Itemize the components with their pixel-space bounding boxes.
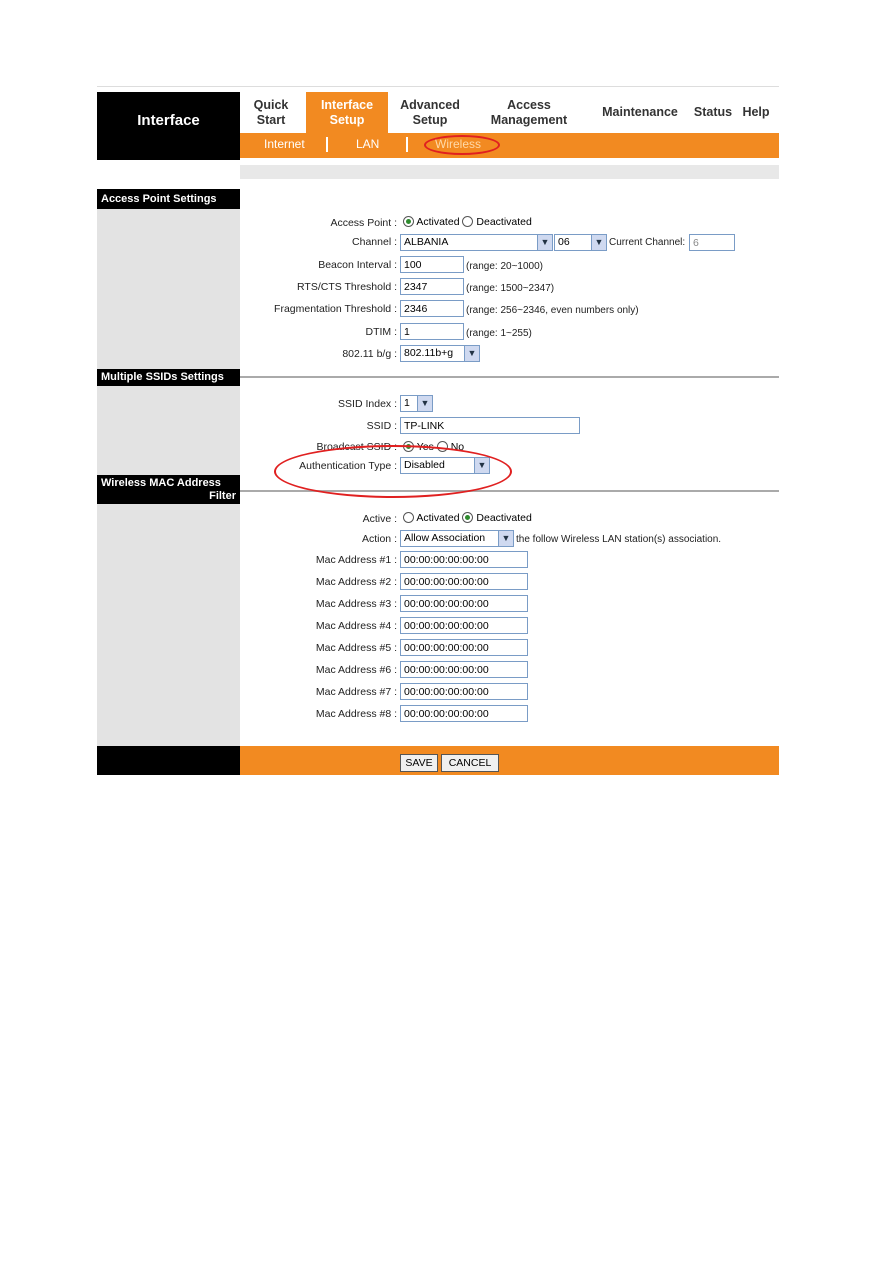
- mac-address-label: Mac Address #3 :: [315, 598, 397, 610]
- nav-label: Setup: [329, 113, 365, 127]
- footer-bar: [240, 746, 779, 775]
- mac-address-input[interactable]: 00:00:00:00:00:00: [400, 683, 528, 700]
- brand-label: Interface: [137, 112, 200, 129]
- fragmentation-threshold-label: Fragmentation Threshold :: [274, 303, 397, 315]
- rts-threshold-input[interactable]: 2347: [400, 278, 464, 295]
- mac-address-input[interactable]: 00:00:00:00:00:00: [400, 617, 528, 634]
- highlight-oval: [274, 445, 512, 498]
- select-value: ALBANIA: [404, 236, 449, 248]
- nav-label: Interface: [320, 98, 374, 112]
- mac-address-label: Mac Address #4 :: [315, 620, 397, 632]
- radio-activated[interactable]: [403, 512, 414, 523]
- radio-label: Activated: [416, 216, 460, 228]
- mac-filter-action-label: Action :: [361, 533, 397, 545]
- divider: [406, 137, 408, 152]
- save-button[interactable]: SAVE: [400, 754, 438, 772]
- broadcast-ssid-label: Broadcast SSID :: [316, 441, 397, 453]
- mac-address-input[interactable]: 00:00:00:00:00:00: [400, 661, 528, 678]
- chevron-down-icon: ▼: [591, 235, 606, 250]
- router-config-page: [97, 86, 779, 775]
- beacon-interval-label: Beacon Interval :: [318, 259, 397, 271]
- radio-label: Deactivated: [476, 216, 532, 228]
- radio-label: Yes: [416, 441, 434, 453]
- mac-filter-active-radio-group: [403, 512, 532, 524]
- nav-label: Access: [507, 98, 551, 112]
- current-channel-field: 6: [689, 234, 735, 251]
- nav-label: Start: [256, 113, 286, 127]
- nav-maintenance[interactable]: [594, 92, 686, 133]
- select-value: 06: [558, 236, 570, 248]
- divider: [326, 137, 328, 152]
- section-title: Wireless MAC Address: [101, 477, 221, 489]
- left-column: [97, 189, 240, 748]
- mac-address-label: Mac Address #6 :: [315, 664, 397, 676]
- access-point-label: Access Point :: [330, 217, 397, 229]
- mac-address-input[interactable]: 00:00:00:00:00:00: [400, 595, 528, 612]
- channel-number-select[interactable]: [554, 234, 607, 251]
- section-title: Filter: [209, 490, 236, 502]
- radio-label: Deactivated: [476, 512, 532, 524]
- mac-filter-action-note: the follow Wireless LAN station(s) association.: [516, 534, 722, 545]
- nav-label: Help: [742, 105, 770, 119]
- radio-label: Activated: [416, 512, 460, 524]
- beacon-interval-input[interactable]: 100: [400, 256, 464, 273]
- dtim-label: DTIM :: [365, 326, 397, 338]
- rts-threshold-label: RTS/CTS Threshold :: [297, 281, 397, 293]
- mac-filter-active-label: Active :: [362, 513, 397, 525]
- nav-label: Setup: [412, 113, 448, 127]
- select-value: 802.11b+g: [404, 347, 454, 359]
- top-nav: [240, 92, 779, 133]
- select-value: Disabled: [404, 459, 445, 471]
- ssid-input[interactable]: TP-LINK: [400, 417, 580, 434]
- mac-address-label: Mac Address #8 :: [315, 708, 397, 720]
- footer-left: [97, 746, 240, 775]
- spacer-bar: [240, 165, 779, 179]
- nav-label: Management: [490, 113, 568, 127]
- channel-label: Channel :: [352, 236, 397, 248]
- cancel-button[interactable]: CANCEL: [441, 754, 499, 772]
- nav-help[interactable]: [738, 92, 774, 133]
- nav-label: Quick: [253, 98, 289, 112]
- radio-label: No: [450, 441, 465, 453]
- mac-address-label: Mac Address #7 :: [315, 686, 397, 698]
- ssid-index-select[interactable]: [400, 395, 433, 412]
- nav-label: Advanced: [400, 98, 460, 112]
- access-point-radio-group: [403, 216, 532, 228]
- chevron-down-icon: ▼: [417, 396, 432, 411]
- section-header-access-point: Access Point Settings: [97, 189, 240, 209]
- nav-quick-start[interactable]: [246, 92, 296, 133]
- section-header-mac-filter: [97, 475, 240, 504]
- mac-address-input[interactable]: 00:00:00:00:00:00: [400, 639, 528, 656]
- chevron-down-icon: ▼: [464, 346, 479, 361]
- dtim-input[interactable]: 1: [400, 323, 464, 340]
- nav-status[interactable]: [690, 92, 736, 133]
- mac-address-label: Mac Address #1 :: [315, 554, 397, 566]
- fragmentation-threshold-input[interactable]: 2346: [400, 300, 464, 317]
- select-value: Allow Association: [404, 532, 486, 544]
- authentication-type-label: Authentication Type :: [299, 460, 397, 472]
- fragmentation-range-note: (range: 256~2346, even numbers only): [466, 305, 639, 316]
- current-channel-label: Current Channel:: [609, 237, 686, 248]
- mac-address-input[interactable]: 00:00:00:00:00:00: [400, 573, 528, 590]
- ssid-index-label: SSID Index :: [338, 398, 397, 410]
- rts-range-note: (range: 1500~2347): [466, 283, 555, 294]
- subnav-lan[interactable]: LAN: [356, 137, 380, 151]
- select-value: 1: [404, 397, 410, 409]
- nav-access-management[interactable]: [478, 92, 580, 133]
- sub-nav: [240, 133, 779, 158]
- mac-address-label: Mac Address #2 :: [315, 576, 397, 588]
- nav-advanced-setup[interactable]: [392, 92, 468, 133]
- brand-logo: [97, 92, 240, 161]
- radio-deactivated[interactable]: [462, 512, 473, 523]
- mac-address-label: Mac Address #5 :: [315, 642, 397, 654]
- section-header-multiple-ssids: Multiple SSIDs Settings: [97, 369, 240, 386]
- mac-filter-action-select[interactable]: [400, 530, 514, 547]
- chevron-down-icon: ▼: [498, 531, 513, 546]
- beacon-range-note: (range: 20~1000): [466, 261, 544, 272]
- nav-label: Maintenance: [602, 105, 678, 119]
- radio-activated[interactable]: [403, 216, 414, 227]
- chevron-down-icon: ▼: [537, 235, 552, 250]
- mac-address-input[interactable]: 00:00:00:00:00:00: [400, 705, 528, 722]
- nav-interface-setup[interactable]: [306, 92, 388, 133]
- dtim-range-note: (range: 1~255): [466, 328, 532, 339]
- subnav-internet[interactable]: Internet: [264, 137, 305, 151]
- channel-country-select[interactable]: [400, 234, 553, 251]
- highlight-oval: [424, 135, 500, 155]
- ssid-label: SSID :: [366, 420, 397, 432]
- wireless-mode-select[interactable]: [400, 345, 480, 362]
- nav-label: Status: [693, 105, 733, 119]
- wireless-mode-label: 802.11 b/g :: [342, 348, 397, 360]
- header: [97, 86, 779, 151]
- subnav-wireless[interactable]: Wireless: [435, 137, 482, 151]
- divider: [240, 376, 779, 378]
- radio-deactivated[interactable]: [462, 216, 473, 227]
- chevron-down-icon: ▼: [474, 458, 489, 473]
- mac-address-input[interactable]: 00:00:00:00:00:00: [400, 551, 528, 568]
- spacer: [97, 160, 240, 189]
